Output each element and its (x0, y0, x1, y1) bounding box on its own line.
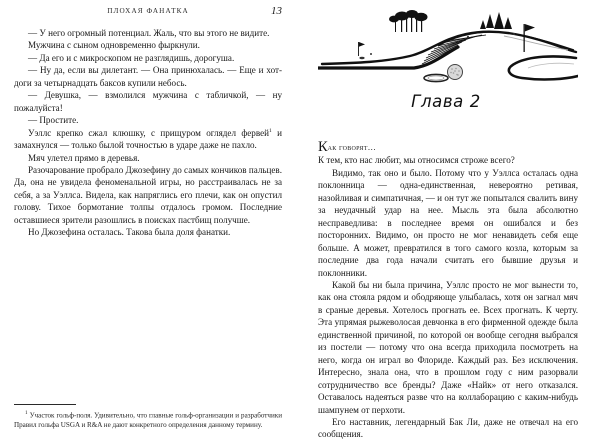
footnote (14, 409, 282, 430)
epigraph-line (318, 141, 578, 154)
paragraph-text-before-ref: Уэллс крепко сжал клюшку, с прищуром оглядел фервей (28, 127, 269, 138)
footnote-marker: 1 (25, 409, 28, 416)
epigraph-smallcaps: ак говорят… (327, 143, 377, 152)
tree-cluster-right (480, 12, 512, 29)
paragraph: Видимо, так оно и было. Потому что у Уэллса осталась одна поклонница — одна-единственная, невероятно ретивая, назойливая и симпатичная, — и он тут же попытался свалить вину за неудачный удар на нее. Мысль эта была абсолютно несправедлива: в последнее время он ошибался и без посторонних. Видимо, он просто не мог ненавидеть себя еще больше. А может, превратился в того самого козла, которым за последние два года начали считать его бывшие друзья и поклонники. (318, 167, 578, 278)
drop-cap: К (318, 139, 328, 155)
paragraph: Его наставник, легендарный Бак Ли, даже не отвечал на его сообщения. (318, 416, 578, 440)
paragraph: — Простите. (28, 115, 79, 126)
paragraph: Мяч улетел прямо в деревья. (28, 152, 140, 163)
paragraph: Разочарование пробрало Джозефину до самых кончиков пальцев. Да, она не увидела феноменальной игры, но расстраивалась не за себя, а за Уэллса. Видела, как напряглись его плечи, как он опустил голову. Тихое бормотание толпы отдалось громом. Последние оставшиеся зрители разошлись в поисках пастбищ получше. (14, 164, 282, 225)
left-page-body (14, 27, 282, 239)
footnote-text: Участок гольф-поля. Удивительно, что главные гольф-организации и разработчики Правил гольфа USGA и R&A не дают конкретного определения данному термину. (14, 411, 282, 429)
chapter-title: Глава 2 (411, 92, 481, 111)
paragraph-with-footnote-ref (14, 127, 282, 152)
footnote-area (14, 404, 282, 430)
right-page-body (318, 141, 578, 441)
course-marker-dot (467, 36, 469, 38)
paragraph: Мужчина с сыном одновременно фыркнули. (28, 40, 200, 51)
golf-ball-and-hole (424, 65, 463, 82)
right-page (300, 0, 600, 440)
paragraph: — Ну да, если вы дилетант. — Она принюхалась. — Еще и хот-доги за четырнадцать баксов купили небось. (14, 65, 282, 88)
golf-course-landscape-icon (318, 6, 578, 90)
paragraph-text-after-ref: и замахнулся — только былой точностью в ударе даже не пахло. (14, 127, 282, 151)
paragraph: Но Джозефина осталась. Такова была доля фанатки. (28, 227, 231, 238)
footnote-reference[interactable]: 1 (268, 127, 272, 134)
chapter-illustration (318, 6, 578, 90)
paragraph: К тем, кто нас любит, мы относимся строже всего? (318, 155, 515, 166)
paragraph: — Девушка, — взмолился мужчина с табличкой, — ну пожалуйста! (14, 90, 282, 113)
footnote-separator-rule (14, 404, 76, 405)
paragraph: — У него огромный потенциал. Жаль, что вы этого не видите. (28, 28, 270, 38)
course-marker-dot (513, 33, 515, 35)
running-head (14, 4, 282, 18)
page-number: 13 (271, 5, 282, 17)
book-title: ПЛОХАЯ ФАНАТКА (107, 7, 189, 15)
flag-left (358, 42, 365, 59)
course-marker-dot (370, 53, 372, 55)
paragraph: Какой бы ни была причина, Уэллс просто не мог вынести то, как она стояла рядом и ободряюще улыбалась, хотя он загнал мяч в сраные деревья. Хотелось прогнать ее. Всех прогнать. К черту. Эта упрямая рыжеволосая девчонка в его фирменной одежде была единственной причиной, по которой он вообще сегодня выбрался из постели — потому что она всегда приходила посмотреть на него, когда он играл во Флориде. Каждый раз. Без исключения. Интересно, знала она, что в прошлом году с ним разорвали сотрудничество все бренды? Даже «Найк» от него отказался. Оставалось надеяться разве что на коллаборацию с каким-нибудь шампунем от перхоти. (318, 279, 578, 415)
left-page (0, 0, 300, 437)
paragraph: — Да его и с микроскопом не разглядишь, дорогуша. (28, 52, 235, 63)
tree-cluster-left (389, 10, 428, 32)
